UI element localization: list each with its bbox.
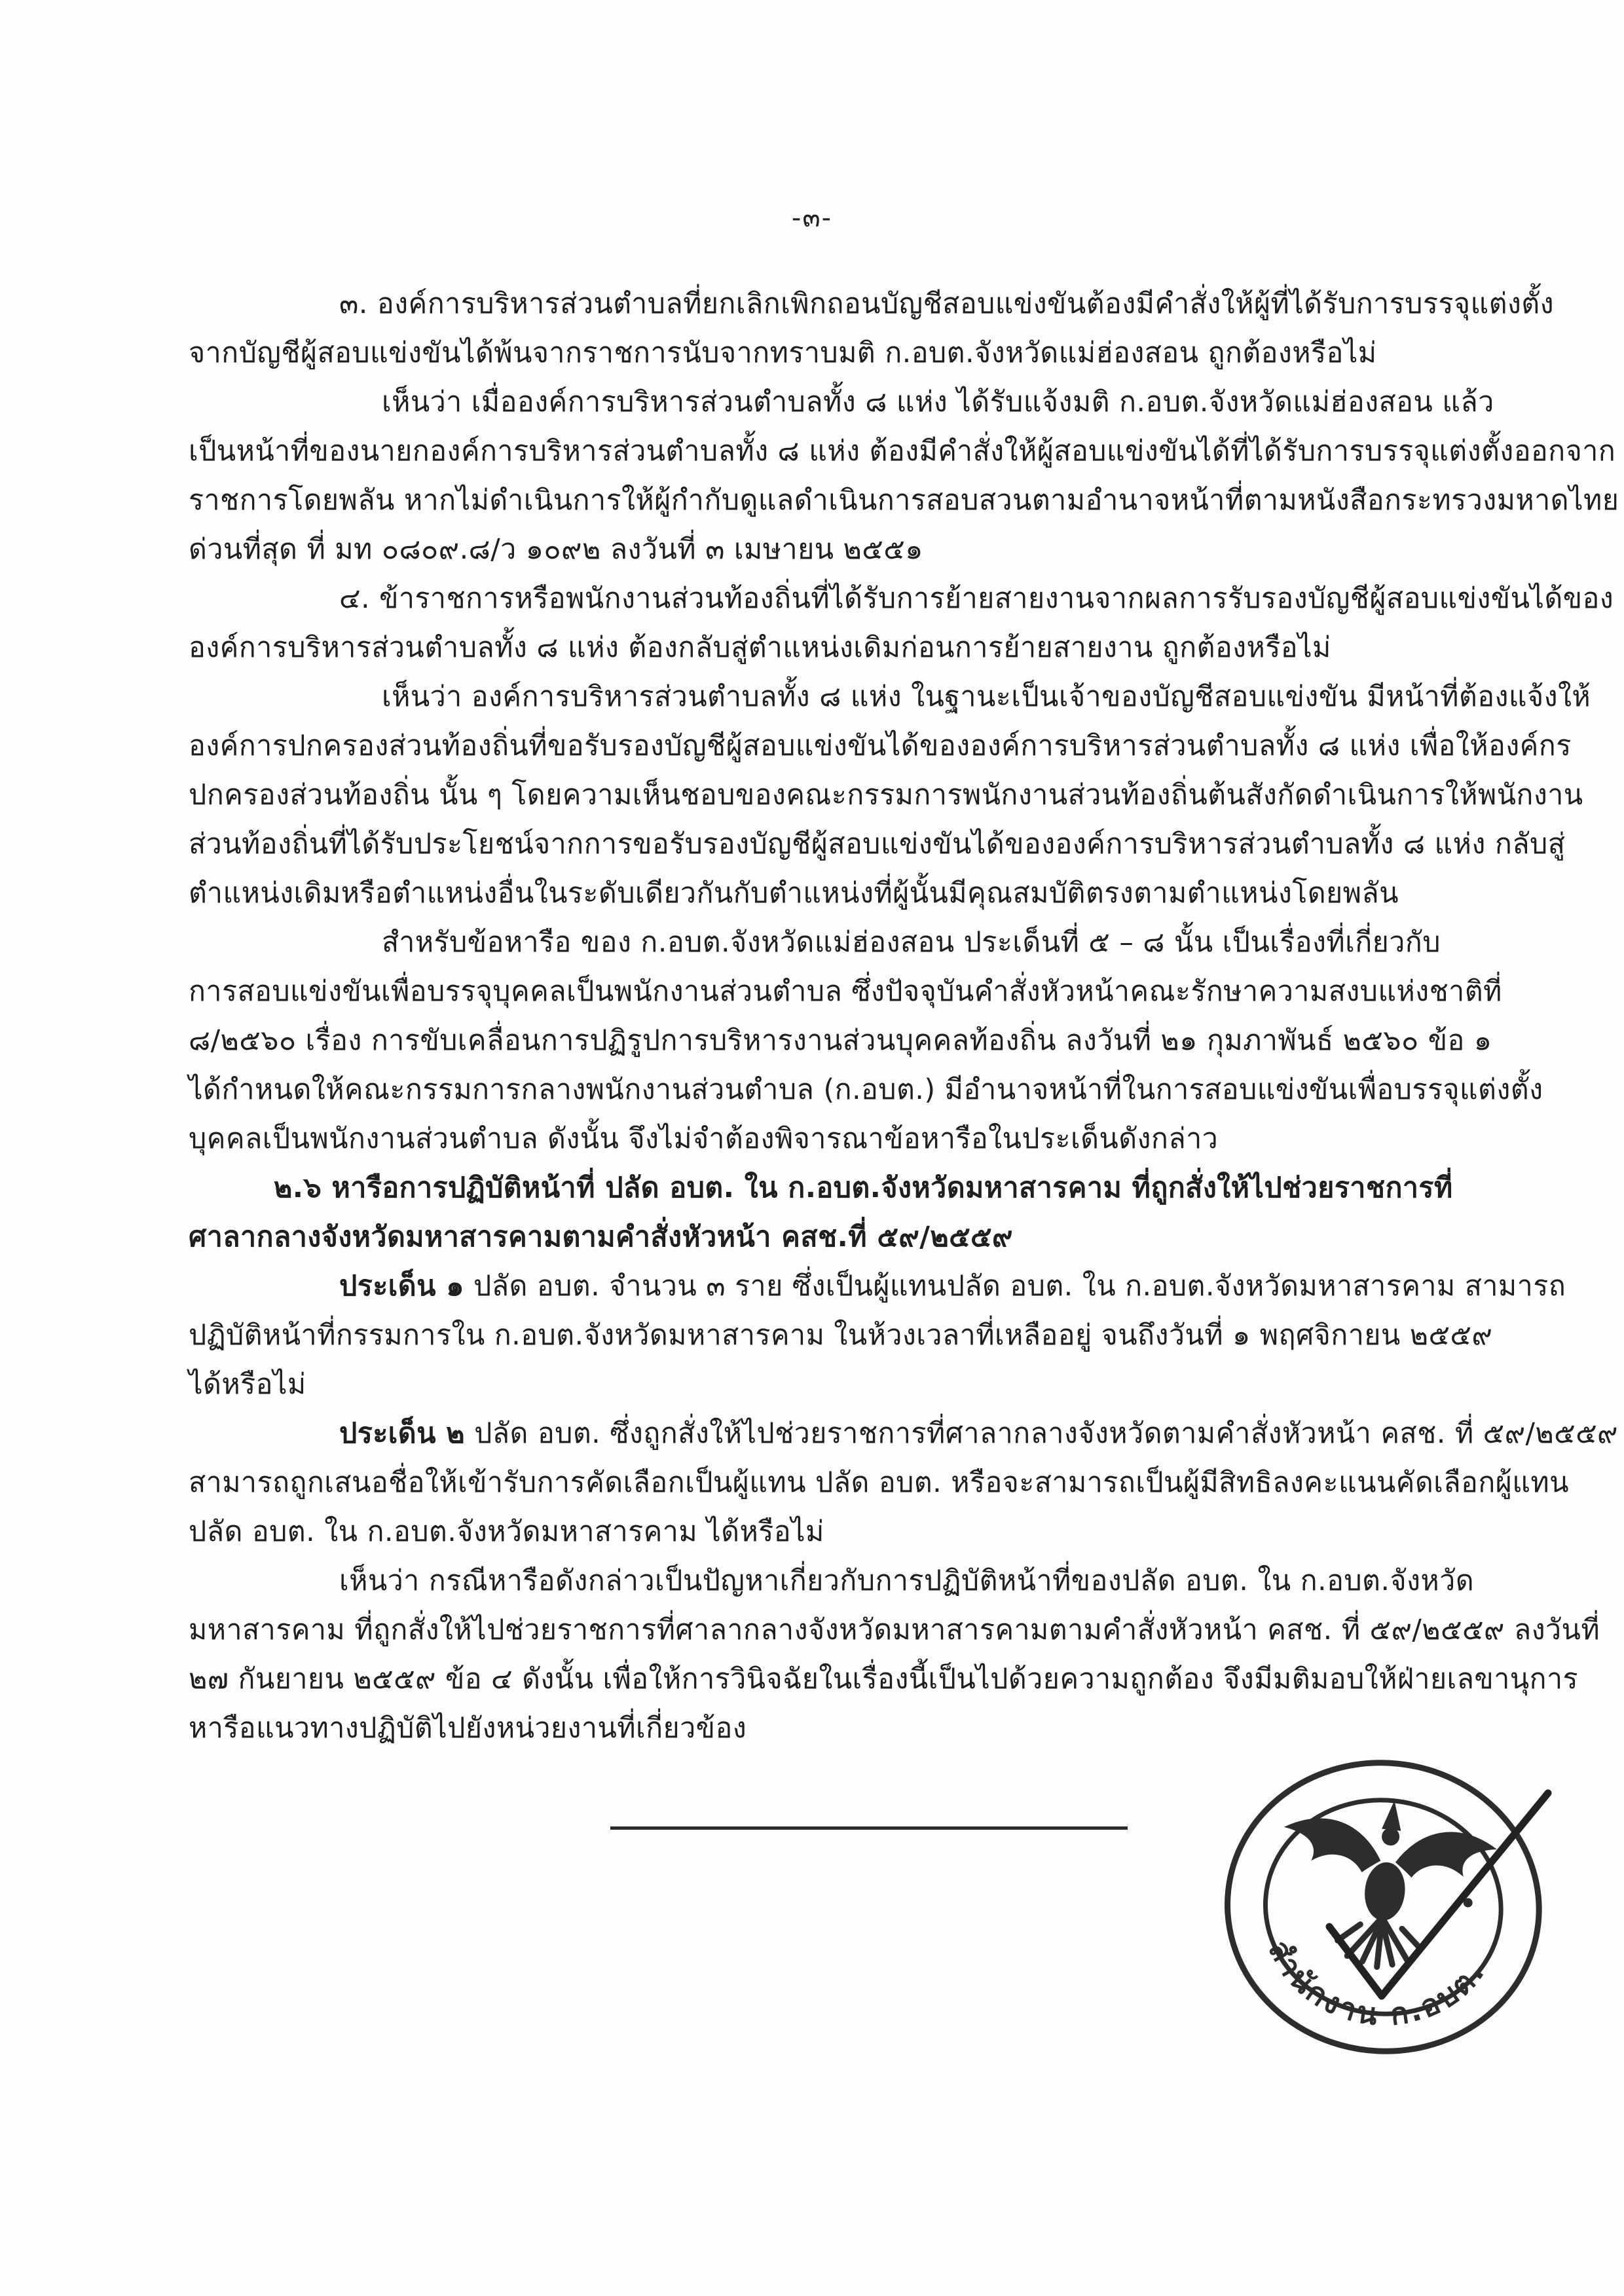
text-line: [189, 280, 1555, 329]
line-lead: ประเด็น ๒: [339, 1417, 466, 1450]
text-line: [189, 1360, 1544, 1409]
line-text: มหาสารคาม ที่ถูกสั่งให้ไปช่วยราชการที่ศาลากลางจังหวัดมหาสารคามตามคำสั่งหัวหน้า คสช. ที่ ๕๙/๒๕๕๙ ลงวันที่: [189, 1614, 1600, 1646]
text-line: [189, 623, 1544, 673]
line-text: ตำแหน่งเดิมหรือตำแหน่งอื่นในระดับเดียวกันกับตำแหน่งที่ผู้นั้นมีคุณสมบัติตรงตามตำแหน่งโดยพลัน: [189, 877, 1399, 910]
text-line: [189, 1262, 1566, 1311]
text-line: [189, 574, 1614, 623]
text-line: [189, 1409, 1618, 1458]
text-line: [189, 1065, 1544, 1115]
line-text: เห็นว่า กรณีหารือดังกล่าวเป็นปัญหาเกี่ยวกับการปฏิบัติหน้าที่ของปลัด อบต. ใน ก.อบต.จังหวัด: [339, 1565, 1475, 1597]
line-text: ปลัด อบต. ซึ่งถูกสั่งให้ไปช่วยราชการที่ศาลากลางจังหวัดตามคำสั่งหัวหน้า คสช. ที่ ๕๙/๒๕๕๙: [465, 1417, 1618, 1450]
section-heading-line: [189, 1213, 1544, 1262]
line-text: องค์การปกครองส่วนท้องถิ่นที่ขอรับรองบัญชีผู้สอบแข่งขันได้ขององค์การบริหารส่วนตำบลทั้ง ๘ แห่ง เพื่อให้องค์กร: [189, 730, 1572, 762]
text-line: [189, 1115, 1544, 1164]
line-text: ๔. ข้าราชการหรือพนักงานส่วนท้องถิ่นที่ได้รับการย้ายสายงานจากผลการรับรองบัญชีผู้สอบแข่งขันได้ของ: [339, 582, 1614, 615]
line-text: เห็นว่า เมื่อองค์การบริหารส่วนตำบลทั้ง ๘ แห่ง ได้รับแจ้งมติ ก.อบต.จังหวัดแม่ฮ่องสอน แล้ว: [382, 386, 1494, 418]
text-line: [189, 820, 1566, 869]
line-text: ปลัด อบต. ใน ก.อบต.จังหวัดมหาสารคาม ได้หรือไม่: [189, 1515, 824, 1548]
text-line: [189, 1704, 1544, 1753]
document-body: [189, 280, 1619, 1753]
text-line: [189, 1606, 1600, 1655]
line-text: ปฏิบัติหน้าที่กรรมการใน ก.อบต.จังหวัดมหาสารคาม ในห้วงเวลาที่เหลืออยู่ จนถึงวันที่ ๑ พฤศจิกายน ๒๕๕๙: [189, 1319, 1493, 1352]
office-stamp: [1213, 1755, 1553, 2069]
text-line: [189, 329, 1544, 378]
line-text: ศาลากลางจังหวัดมหาสารคามตามคำสั่งหัวหน้า คสช.ที่ ๕๙/๒๕๕๙: [189, 1221, 1013, 1253]
check-mark-icon: [1329, 1793, 1548, 1996]
signature-divider-line: [610, 1826, 1128, 1830]
text-line: [189, 1557, 1544, 1606]
line-text: ได้หรือไม่: [189, 1368, 306, 1401]
garuda-emblem-icon: [1272, 1790, 1500, 1978]
line-text: หารือแนวทางปฏิบัติไปยังหน่วยงานที่เกี่ยวข้อง: [189, 1712, 747, 1745]
page-number: -๓-: [791, 203, 833, 233]
line-text: ๓. องค์การบริหารส่วนตำบลที่ยกเลิกเพิกถอนบัญชีสอบแข่งขันต้องมีคำสั่งให้ผู้ที่ได้รับการบรรจุแต่งตั้ง: [339, 287, 1555, 320]
line-text: สำหรับข้อหารือ ของ ก.อบต.จังหวัดแม่ฮ่องสอน ประเด็นที่ ๕ – ๘ นั้น เป็นเรื่องที่เกี่ยวกับ: [382, 926, 1441, 959]
text-line: [189, 967, 1544, 1016]
line-text: องค์การบริหารส่วนตำบลทั้ง ๘ แห่ง ต้องกลับสู่ตำแหน่งเดิมก่อนการย้ายสายงาน ถูกต้องหรือไม่: [189, 631, 1331, 664]
text-line: [189, 378, 1544, 427]
text-line: [189, 1016, 1544, 1065]
line-text: ๒๗ กันยายน ๒๕๕๙ ข้อ ๔ ดังนั้น เพื่อให้การวินิจฉัยในเรื่องนี้เป็นไปด้วยความถูกต้อง จึงมีมติมอบให้ฝ่ายเลขานุการ: [189, 1663, 1579, 1695]
text-line: [189, 427, 1616, 476]
text-line: [189, 771, 1583, 820]
line-text: เห็นว่า องค์การบริหารส่วนตำบลทั้ง ๘ แห่ง ในฐานะเป็นเจ้าของบัญชีสอบแข่งขัน มีหน้าที่ต้องแจ้งให้: [382, 680, 1591, 713]
line-text: ปกครองส่วนท้องถิ่น นั้น ๆ โดยความเห็นชอบของคณะกรรมการพนักงานส่วนท้องถิ่นต้นสังกัดดำเนินการให้พนักงาน: [189, 779, 1583, 811]
text-line: [189, 1508, 1544, 1557]
line-text: ๘/๒๕๖๐ เรื่อง การขับเคลื่อนการปฏิรูปการบริหารงานส่วนบุคคลท้องถิ่น ลงวันที่ ๒๑ กุมภาพันธ์ ๒๕๖๐ ข้อ ๑: [189, 1024, 1492, 1057]
line-lead: ประเด็น ๑: [339, 1270, 464, 1303]
text-line: [189, 869, 1544, 918]
line-text: ได้กำหนดให้คณะกรรมการกลางพนักงานส่วนตำบล (ก.อบต.) มีอำนาจหน้าที่ในการสอบแข่งขันเพื่อบรรจุแต่งตั้ง: [189, 1073, 1543, 1106]
line-text: เป็นหน้าที่ของนายกองค์การบริหารส่วนตำบลทั้ง ๘ แห่ง ต้องมีคำสั่งให้ผู้สอบแข่งขันได้ที่ได้รับการบรรจุแต่งตั้งออกจาก: [189, 435, 1616, 468]
stamp-office-label: สำนักงาน ก.อบต.: [1261, 1934, 1493, 2033]
text-line: [189, 525, 1544, 574]
text-line: [189, 1458, 1569, 1508]
text-line: [189, 722, 1572, 771]
text-line: [189, 476, 1619, 525]
text-line: [189, 673, 1591, 722]
text-line: [189, 918, 1544, 967]
text-line: [189, 1311, 1544, 1360]
line-text: ๒.๖ หารือการปฏิบัติหน้าที่ ปลัด อบต. ใน ก.อบต.จังหวัดมหาสารคาม ที่ถูกสั่งให้ไปช่วยราชการที่: [274, 1172, 1453, 1204]
line-text: บุคคลเป็นพนักงานส่วนตำบล ดังนั้น จึงไม่จำต้องพิจารณาข้อหารือในประเด็นดังกล่าว: [189, 1122, 1219, 1155]
line-text: ด่วนที่สุด ที่ มท ๐๘๐๙.๘/ว ๑๐๙๒ ลงวันที่ ๓ เมษายน ๒๕๕๑: [189, 533, 923, 566]
section-heading-line: [189, 1164, 1544, 1213]
line-text: ส่วนท้องถิ่นที่ได้รับประโยชน์จากการขอรับรองบัญชีผู้สอบแข่งขันได้ขององค์การบริหารส่วนตำบลทั้ง ๘ แห่ง กลับสู่: [189, 828, 1566, 861]
text-line: [189, 1655, 1579, 1704]
line-text: สามารถถูกเสนอชื่อให้เข้ารับการคัดเลือกเป็นผู้แทน ปลัด อบต. หรือจะสามารถเป็นผู้มีสิทธิลงคะแนนคัดเลือกผู้แทน: [189, 1466, 1569, 1499]
line-text: ปลัด อบต. จำนวน ๓ ราย ซึ่งเป็นผู้แทนปลัด อบต. ใน ก.อบต.จังหวัดมหาสารคาม สามารถ: [464, 1270, 1566, 1303]
line-text: การสอบแข่งขันเพื่อบรรจุบุคคลเป็นพนักงานส่วนตำบล ซึ่งปัจจุบันคำสั่งหัวหน้าคณะรักษาความสงบแห่งชาติที่: [189, 975, 1502, 1008]
line-text: ราชการโดยพลัน หากไม่ดำเนินการให้ผู้กำกับดูแลดำเนินการสอบสวนตามอำนาจหน้าที่ตามหนังสือกระทรวงมหาดไทย: [189, 484, 1619, 517]
line-text: จากบัญชีผู้สอบแข่งขันได้พ้นจากราชการนับจากทราบมติ ก.อบต.จังหวัดแม่ฮ่องสอน ถูกต้องหรือไม่: [189, 337, 1377, 369]
